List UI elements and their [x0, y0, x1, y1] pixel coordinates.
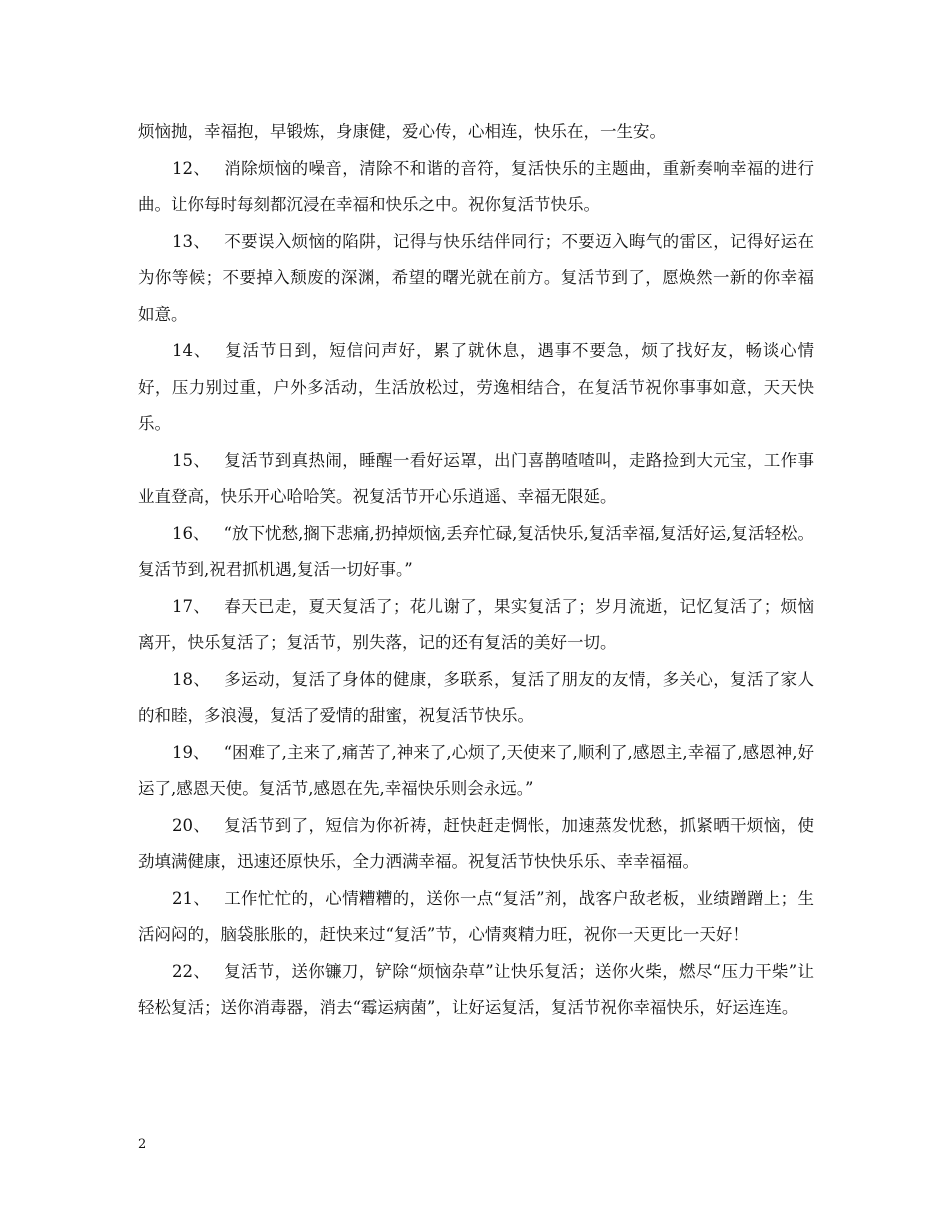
list-item [138, 516, 814, 589]
item-number: 21、 [172, 888, 211, 908]
item-text: 不要误入烦恼的陷阱，记得与快乐结伴同行；不要迈入晦气的雷区，记得好运在为你等候；不要掉入颓废的深渊，希望的曙光就在前方。复活节到了，愿焕然一新的你幸福如意。 [138, 231, 814, 324]
list-item [138, 224, 814, 334]
list-item [138, 443, 814, 516]
item-number: 14、 [172, 341, 212, 360]
list-item [138, 881, 814, 954]
document-body [138, 114, 814, 1027]
item-number: 19、 [172, 742, 210, 762]
item-text: “放下忧愁,搁下悲痛,扔掉烦恼,丢弃忙碌,复活快乐,复活幸福,复活好运,复活轻松。复活节到,祝君抓机遇,复活一切好事。” [138, 523, 814, 579]
continued-paragraph: 烦恼抛，幸福抱，早锻炼，身康健，爱心传，心相连，快乐在，一生安。 [138, 122, 666, 141]
list-item [138, 662, 814, 735]
item-text: 消除烦恼的噪音，清除不和谐的音符，复活快乐的主题曲，重新奏响幸福的进行曲。让你每时每刻都沉浸在幸福和快乐之中。祝你复活节快乐。 [138, 158, 814, 214]
item-number: 22、 [172, 961, 211, 981]
item-text: 复活节到真热闹，睡醒一看好运罩，出门喜鹊喳喳叫，走路捡到大元宝，工作事业直登高，快乐开心哈哈笑。祝复活节开心乐逍遥、幸福无限延。 [138, 450, 814, 506]
list-item [138, 954, 814, 1027]
list-item [138, 808, 814, 881]
list-item [138, 589, 814, 662]
item-number: 20、 [172, 815, 211, 835]
item-text: 春天已走，夏天复活了；花儿谢了，果实复活了；岁月流逝，记忆复活了；烦恼离开，快乐复活了；复活节，别失落，记的还有复活的美好一切。 [138, 596, 814, 652]
item-number: 15、 [172, 450, 211, 470]
item-text: 复活节日到，短信问声好，累了就休息，遇事不要急，烦了找好友，畅谈心情好，压力别过重，户外多活动，生活放松过，劳逸相结合，在复活节祝你事事如意，天天快乐。 [138, 341, 815, 433]
item-number: 12、 [172, 158, 211, 178]
item-text: 多运动，复活了身体的健康，多联系，复活了朋友的友情，多关心，复活了家人的和睦，多浪漫，复活了爱情的甜蜜，祝复活节快乐。 [138, 669, 814, 725]
item-number: 18、 [172, 669, 211, 689]
item-text: 复活节，送你镰刀，铲除“烦恼杂草”让快乐复活；送你火柴，燃尽“压力干柴”让轻松复活；送你消毒器，消去“霉运病菌”，让好运复活，复活节祝你幸福快乐，好运连连。 [138, 961, 814, 1017]
item-number: 16、 [172, 523, 210, 543]
list-item [138, 735, 814, 808]
list-item [138, 151, 814, 224]
item-text: “困难了,主来了,痛苦了,神来了,心烦了,天使来了,顺利了,感恩主,幸福了,感恩神,好运了,感恩天使。复活节,感恩在先,幸福快乐则会永远。” [138, 742, 814, 798]
item-text: 工作忙忙的，心情糟糟的，送你一点“复活”剂，战客户敌老板，业绩蹭蹭上；生活闷闷的，脑袋胀胀的，赶快来过“复活”节，心情爽精力旺，祝你一天更比一天好！ [138, 888, 815, 944]
item-number: 13、 [172, 231, 211, 251]
list-item [138, 333, 814, 443]
item-text: 复活节到了，短信为你祈祷，赶快赶走惆怅，加速蒸发忧愁，抓紧晒干烦恼，使劲填满健康，迅速还原快乐，全力洒满幸福。祝复活节快快乐乐、幸幸福福。 [138, 815, 814, 871]
page-number: 2 [138, 1137, 147, 1152]
item-number: 17、 [172, 596, 211, 616]
